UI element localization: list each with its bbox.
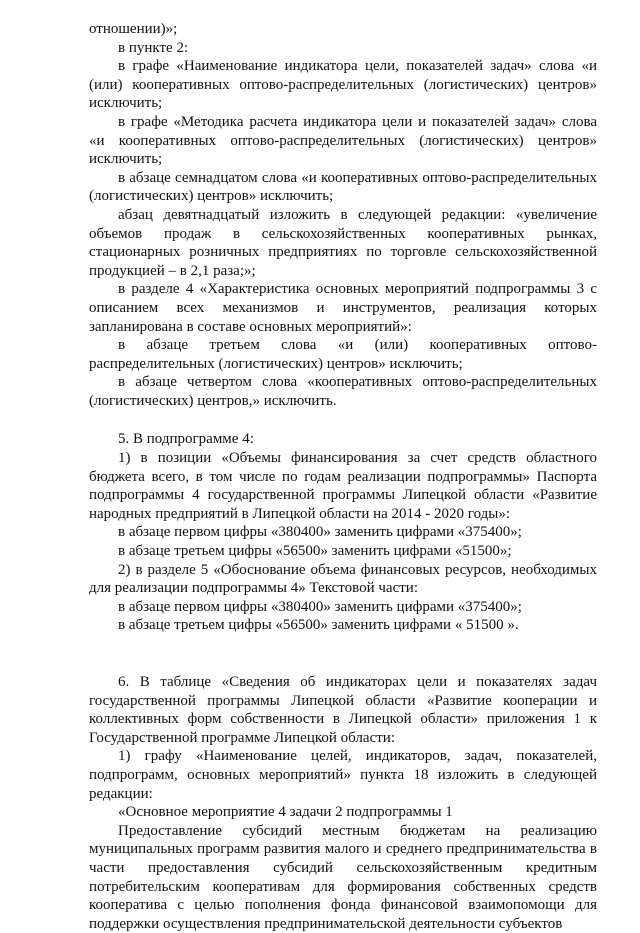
paragraph-graph-method: в графе «Методика расчета индикатора цели и показателей задач» слова «и кооперативных оптово-распределительных (логистических) центров» исключить; bbox=[89, 113, 597, 168]
paragraph-replace-4: в абзаце третьем цифры «56500» заменить цифрами « 51500 ». bbox=[118, 617, 519, 634]
paragraph-abzac-19: абзац девятнадцатый изложить в следующей редакции: «увеличение объемов продаж в сельскохозяйственных кооперативных рынках, стационарных розничных предприятиях по торговле сельскохозяйственной продукцией – в 2,1 раза;»; bbox=[89, 206, 597, 279]
paragraph-section-5: 2) в разделе 5 «Обоснование объема финансовых ресурсов, необходимых для реализации подпрограммы 4» Текстовой части: bbox=[89, 561, 597, 597]
spacer bbox=[89, 410, 597, 430]
document-page bbox=[89, 20, 597, 933]
paragraph-section-4: в разделе 4 «Характеристика основных мероприятий подпрограммы 3 с описанием всех механизмов и инструментов, реализация которых запланирована в составе основных мероприятий»: bbox=[89, 281, 597, 335]
paragraph-abzac-4: в абзаце четвертом слова «кооперативных оптово-распределительных (логистических) центров,» исключить. bbox=[89, 374, 597, 409]
paragraph-replace-3: в абзаце первом цифры «380400» заменить цифрами «375400»; bbox=[118, 598, 522, 615]
paragraph-abzac-17: в абзаце семнадцатом слова «и кооперативных оптово-распределительных (логистических) центров» исключить; bbox=[89, 169, 597, 205]
paragraph-continuation: отношении)»; bbox=[89, 21, 178, 37]
paragraph-subsidies: Предоставление субсидий местным бюджетам на реализацию муниципальных программ развития малого и среднего предпринимательства в части предоставления субсидий сельскохозяйственным кредитным потребительским кооперативам для формирования собственных средств кооператива с целью пополнения фонда финансовой взаимопомощи для поддержки осуществления предпринимательской деятельности субъектов bbox=[89, 822, 597, 932]
paragraph-replace-2: в абзаце третьем цифры «56500» заменить цифрами «51500»; bbox=[118, 543, 512, 560]
paragraph-table-6: 6. В таблице «Сведения об индикаторах цели и показателях задач государственной программы Липецкой области «Развитие кооперации и коллективных форм собственности в Липецкой области» приложения 1 к Государственной программе Липецкой области: bbox=[89, 674, 597, 746]
spacer bbox=[89, 635, 597, 673]
paragraph-financing-position: 1) в позиции «Объемы финансирования за счет средств областного бюджета всего, в том числе по годам реализации подпрограммы» Паспорта подпрограммы 4 государственной программы Липецкой области «Развитие народных предприятий в Липецкой области на 2014 - 2020 годы»: bbox=[89, 450, 597, 522]
paragraph-graph-name: в графе «Наименование индикатора цели, показателей задач» слова «и (или) кооперативных оптово-распределительных (логистических) центров» исключить; bbox=[89, 58, 597, 112]
paragraph-graph-18: 1) графу «Наименование целей, индикаторов, задач, показателей, подпрограмм, основных мероприятий» пункта 18 изложить в следующей редакции: bbox=[89, 748, 597, 802]
paragraph-main-measure: «Основное мероприятие 4 задачи 2 подпрограммы 1 bbox=[118, 804, 453, 821]
paragraph-abzac-3: в абзаце третьем слова «и (или) кооперативных оптово-распределительных (логистических) центров» исключить; bbox=[89, 337, 597, 372]
paragraph-subprogram-4-heading: 5. В подпрограмме 4: bbox=[118, 431, 254, 448]
paragraph-replace-1: в абзаце первом цифры «380400» заменить цифрами «375400»; bbox=[118, 524, 522, 541]
paragraph-item-2: в пункте 2: bbox=[118, 39, 189, 56]
